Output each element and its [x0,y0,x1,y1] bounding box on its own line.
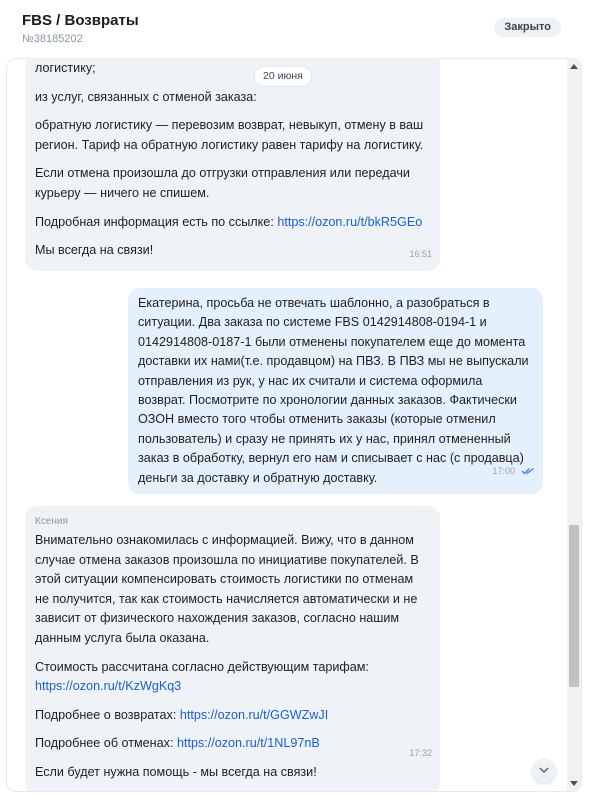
sender-name: Ксения [35,516,68,527]
message-incoming [25,58,440,271]
message-text [35,213,430,233]
message-text [35,734,430,754]
message-text: Екатерина, просьба не отвечать шаблонно, а разобраться в ситуации. Два заказа по системе FBS 0142914808-0194-1 и 0142914808-0187-1 были отменены покупателем еще до момента доставки их нами(т.е. продавцом) на ПВЗ. В ПВЗ мы не выпускали отправления из рук, у нас их считали и система оформила возврат. Посмотрите по хронологии данных заказов. Фактически ОЗОН вместо того чтобы отменить заказы (которые отменил пользователь) и сразу не принять их у нас, принял отмененный заказ в обработку, вернул его нам и списывает с нас (с продавца) деньги за доставку и обратную доставку. [138,296,529,485]
message-link[interactable]: https://ozon.ru/t/bkR5GEo [277,214,423,229]
chat-window [6,58,582,792]
link-prefix: Подробнее об отменах: [35,736,177,751]
double-check-icon [521,462,535,482]
message-text: Если отмена произошла до отгрузки отправления или передачи курьеру — ничего не спишем. [35,166,410,200]
message-link[interactable]: https://ozon.ru/t/1NL97nB [176,736,320,751]
date-separator: 20 июня [254,66,312,87]
message-incoming [25,506,440,792]
scroll-down-arrow-icon[interactable] [570,781,578,786]
page-title: FBS / Возвраты [22,12,139,29]
scroll-up-arrow-icon[interactable] [570,64,578,69]
message-text [35,677,430,697]
message-time: 17:32 [409,748,432,759]
chevron-down-icon [539,767,549,774]
message-text [35,706,430,726]
message-closing: Мы всегда на связи! [35,243,154,258]
ticket-number: №38185202 [22,33,83,45]
message-outgoing [128,288,543,494]
message-text: логистику; [35,61,96,75]
message-text: Стоимость рассчитана согласно действующим тарифам: [35,659,369,674]
scroll-down-button[interactable] [532,759,556,783]
link-prefix: Подробнее о возвратах: [35,707,180,722]
ticket-header [0,0,606,58]
message-time: 16:51 [409,249,432,260]
message-link[interactable]: https://ozon.ru/t/KzWgKq3 [35,679,182,694]
status-badge: Закрыто [494,18,561,37]
scrollbar[interactable] [567,59,581,791]
message-time: 17:00 [492,466,515,477]
scrollbar-thumb[interactable] [569,525,579,687]
message-text: Внимательно ознакомилась с информацией. Вижу, что в данном случае отмена заказов произошла по инициативе покупателей. В этой ситуации компенсировать стоимость логистики по отменам не получится, так как стоимость начисляется автоматически и не зависит от физического нахождения заказов, согласно нашим данным услуга была оказана. [35,533,419,645]
link-prefix: Подробная информация есть по ссылке: [35,214,278,229]
message-text: из услуг, связанных с отменой заказа: [35,89,257,104]
message-text: обратную логистику — перевозим возврат, невыкуп, отмену в ваш регион. Тариф на обратную логистику равен тарифу на логистику. [35,118,424,152]
message-link[interactable]: https://ozon.ru/t/GGWZwJI [179,707,329,722]
message-closing: Если будет нужна помощь - мы всегда на связи! [35,764,317,779]
